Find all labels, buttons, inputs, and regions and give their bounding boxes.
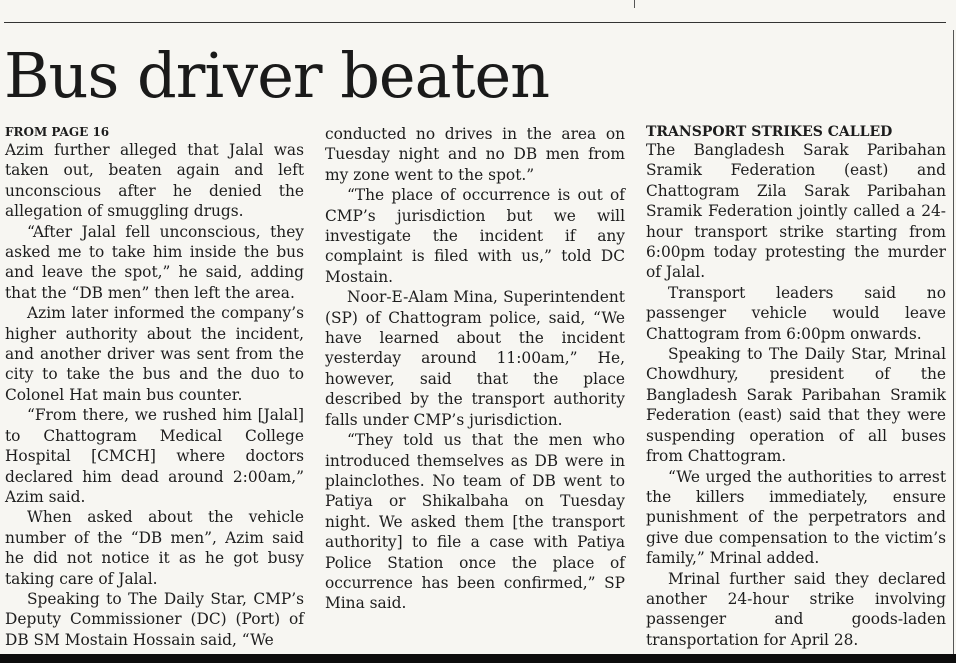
paragraph: The Bangladesh Sarak Paribahan Sramik Federation (east) and Chattogram Zila Sarak Paribahan Sramik Federation jointly called a 24-hour transport strike starting from 6:00pm today protesting the murder of Jalal. [646,141,946,282]
paragraph: “They told us that the men who introduced themselves as DB were in plainclothes. No team of DB went to Patiya or Shikalbaha on Tuesday night. We asked them [the transport authority] to file a case with Patiya Police Station once the place of occurrence has been confirmed,” SP Mina said. [325,431,625,613]
top-rule [4,22,946,23]
paragraph: Azim further alleged that Jalal was taken out, beaten again and left unconscious after he denied the allegation of smuggling drugs. [5,141,304,221]
paragraph: “The place of occurrence is out of CMP’s jurisdiction but we will investigate the incident if any complaint is filed with us,” told DC Mostain. [325,186,625,286]
subhead: TRANSPORT STRIKES CALLED [646,124,893,140]
headline: Bus driver beaten [4,39,550,112]
paragraph: When asked about the vehicle number of the “DB men”, Azim said he did not notice it as he got busy taking care of Jalal. [5,508,304,588]
paragraph: conducted no drives in the area on Tuesday night and no DB men from my zone went to the spot.” [325,125,625,184]
article-column-3 [646,124,946,650]
top-column-tick [634,0,635,8]
paragraph: Speaking to The Daily Star, Mrinal Chowdhury, president of the Bangladesh Sarak Paribahan Sramik Federation (east) said that they were suspending operation of all buses from Chattogram. [646,345,946,466]
bottom-scan-bar [0,654,956,663]
paragraph: Speaking to The Daily Star, CMP’s Deputy Commissioner (DC) (Port) of DB SM Mostain Hossain said, “We [5,589,304,649]
paragraph: Transport leaders said no passenger vehicle would leave Chattogram from 6:00pm onwards. [646,283,946,343]
paragraph: Noor-E-Alam Mina, Superintendent (SP) of Chattogram police, said, “We have learned about the incident yesterday around 11:00am,” He, however, said that the place described by the transport authority falls under CMP’s jurisdiction. [325,288,625,429]
paragraph: “From there, we rushed him [Jalal] to Chattogram Medical College Hospital [CMCH] where doctors declared him dead around 2:00am,” Azim said. [5,406,304,506]
paragraph: “We urged the authorities to arrest the killers immediately, ensure punishment of the perpetrators and give due compensation to the victim’s family,” Mrinal added. [646,467,946,568]
paragraph: Azim later informed the company’s higher authority about the incident, and another driver was sent from the city to take the bus and the duo to Colonel Hat main bus counter. [5,304,304,404]
article-column-2 [325,124,625,614]
right-rule [953,30,954,655]
article-column-1 [5,124,304,650]
dateline: FROM PAGE 16 [5,125,110,139]
paragraph: Mrinal further said they declared another 24-hour strike involving passenger and goods-laden transportation for April 28. [646,569,946,649]
paragraph: “After Jalal fell unconscious, they asked me to take him inside the bus and leave the spot,” he said, adding that the “DB men” then left the area. [5,222,304,302]
